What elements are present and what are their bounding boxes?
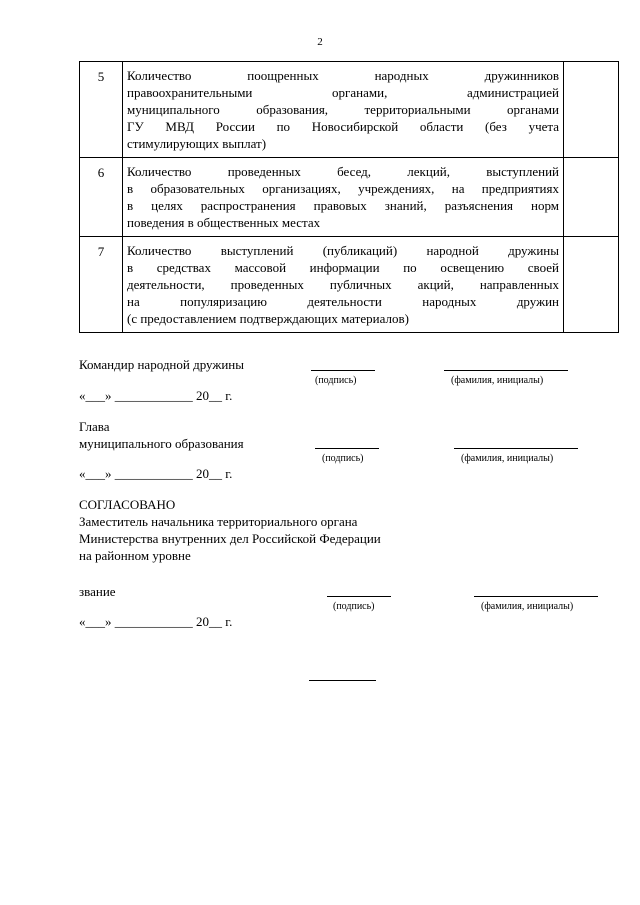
row-value-cell <box>564 158 619 237</box>
indicators-table <box>79 61 619 333</box>
commander-label: Командир народной дружины <box>79 357 244 372</box>
approved-line2: Министерства внутренних дел Российской Федерации <box>79 531 381 546</box>
table-row <box>80 237 619 333</box>
row-description <box>123 62 564 158</box>
row-description <box>123 237 564 333</box>
head-label-line2: муниципального образования <box>79 436 244 451</box>
row-description-line: в целях распространения правовых знаний, разъяснения норм <box>127 198 559 213</box>
row-description-line: в образовательных организациях, учреждениях, на предприятиях <box>127 181 559 196</box>
approved-line3: на районном уровне <box>79 548 191 563</box>
approved-signature-caption: (подпись) <box>333 601 375 612</box>
approved-heading: СОГЛАСОВАНО <box>79 497 176 512</box>
approved-name-caption: (фамилия, инициалы) <box>481 601 574 612</box>
commander-date: «___» ____________ 20__ г. <box>79 388 233 403</box>
head-signature-caption: (подпись) <box>322 453 364 464</box>
commander-signature-line <box>311 370 375 371</box>
commander-name-caption: (фамилия, инициалы) <box>451 375 544 386</box>
row-number: 6 <box>80 158 123 237</box>
row-description-line: ГУ МВД России по Новосибирской области (без учета <box>127 119 559 134</box>
row-description-line: в средствах массовой информации по освещению своей <box>127 260 559 275</box>
approved-rank-label: звание <box>79 584 116 599</box>
approved-line1: Заместитель начальника территориального органа <box>79 514 358 529</box>
page-number: 2 <box>317 36 323 48</box>
row-description-line: Количество поощренных народных дружинников <box>127 68 559 83</box>
row-description-line: правоохранительными органами, администрацией <box>127 85 559 100</box>
head-signature-line <box>315 448 379 449</box>
table-row <box>80 62 619 158</box>
row-description-line: стимулирующих выплат) <box>127 136 267 151</box>
row-number: 5 <box>80 62 123 158</box>
head-label-line1: Глава <box>79 419 110 434</box>
commander-signature-caption: (подпись) <box>315 375 357 386</box>
row-description-line: муниципального образования, территориальными органами <box>127 102 559 117</box>
row-description-line: Количество выступлений (публикаций) народной дружины <box>127 243 559 258</box>
row-description-line: поведения в общественных местах <box>127 215 321 230</box>
end-separator-line <box>309 680 376 681</box>
row-description-line: Количество проведенных бесед, лекций, выступлений <box>127 164 559 179</box>
row-description-line: (с предоставлением подтверждающих материалов) <box>127 311 409 326</box>
row-number: 7 <box>80 237 123 333</box>
approved-name-line <box>474 596 598 597</box>
head-date: «___» ____________ 20__ г. <box>79 466 233 481</box>
table-row <box>80 158 619 237</box>
row-value-cell <box>564 237 619 333</box>
head-name-line <box>454 448 578 449</box>
row-value-cell <box>564 62 619 158</box>
row-description-line: на популяризацию деятельности народных дружин <box>127 294 559 309</box>
row-description <box>123 158 564 237</box>
approved-date: «___» ____________ 20__ г. <box>79 614 233 629</box>
approved-signature-line <box>327 596 391 597</box>
commander-name-line <box>444 370 568 371</box>
row-description-line: деятельности, проведенных публичных акций, направленных <box>127 277 559 292</box>
head-name-caption: (фамилия, инициалы) <box>461 453 554 464</box>
